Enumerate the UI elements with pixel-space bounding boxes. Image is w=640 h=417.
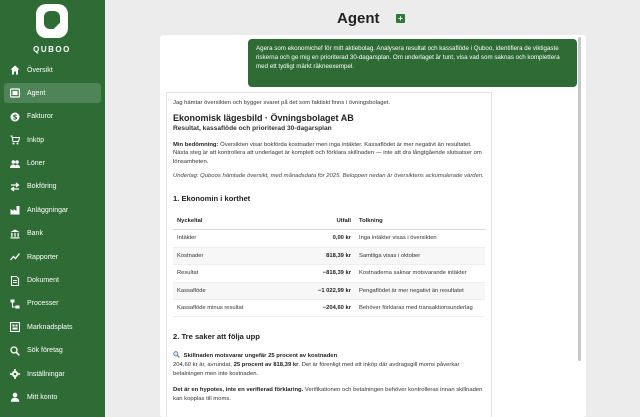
sidebar-item-label: Dokument (27, 277, 59, 285)
table-cell: Kostnader (173, 247, 291, 264)
answer-intro: Jag hämtar översikten och bygger svaret på det som faktiskt finns i övningsbolaget. (173, 100, 391, 106)
followup-emphasis: 25 procent av 818,39 kr (233, 361, 299, 368)
sidebar-item-label: Mitt konto (27, 393, 58, 401)
swap-icon (10, 182, 20, 192)
answer-subtitle: Resultat, kassaflöde och prioriterad 30-dagarsplan (173, 125, 332, 133)
sidebar-item-label: Löner (27, 160, 45, 168)
followup-text: 204,60 kr är, avrundat, (173, 361, 234, 368)
table-row (173, 230, 485, 247)
magnifier-icon (173, 351, 180, 358)
logo-icon (36, 4, 68, 38)
assessment (173, 141, 485, 167)
page-title: Agent (337, 10, 380, 27)
table-cell: Resultat (173, 265, 291, 282)
table-cell: 0,00 kr (291, 230, 355, 247)
plus-icon: + (398, 14, 403, 23)
table-cell: Kostnaderna saknar motsvarande intäkter (355, 265, 485, 282)
followup-emphasis: Det är en hypotes, inte en verifierad förklaring. (173, 387, 304, 394)
table-header-row (173, 213, 485, 230)
sidebar-item-label: Rapporter (27, 253, 59, 261)
followup-note (173, 386, 485, 403)
sidebar-item-dokument[interactable] (4, 271, 101, 291)
chat-scrollbar[interactable] (578, 37, 581, 361)
sidebar-item-rapporter[interactable] (4, 247, 101, 267)
new-chat-button[interactable] (396, 14, 405, 23)
people-icon (10, 159, 20, 169)
table-cell: Samtliga visas i oktober (355, 247, 485, 264)
quboo-logo[interactable] (22, 4, 82, 58)
sidebar-item-bank[interactable] (4, 224, 101, 244)
user-message: Agera som ekonomichef för mitt aktiebolag. Analysera resultat och kassaflöde i Quboo, identifiera de viktigaste riskerna och ge mig en prioriterad 30-dagarsplan. Om underlaget är tunt, visa vad som saknas och komplettera med ett tydligt märkt räkneexempel. (248, 39, 577, 87)
sidebar-item-marknadsplats[interactable] (4, 317, 101, 337)
home-icon (10, 65, 20, 75)
sidebar-item-installningar[interactable] (4, 364, 101, 384)
sidebar (0, 0, 105, 417)
table-cell: Kassaflöde (173, 282, 291, 299)
sidebar-item-mitt-konto[interactable] (4, 387, 101, 407)
table-row (173, 265, 485, 282)
user-icon (10, 392, 20, 402)
sidebar-item-label: Sök företag (27, 347, 63, 355)
cart-icon (10, 135, 20, 145)
logo-text: QUBOO (33, 45, 71, 54)
table-cell: 818,39 kr (291, 247, 355, 264)
followup-text: . Det är förenligt med ett inköp där avdragsgill moms påverkar betalningen men inte kostnaden. (173, 361, 460, 377)
gear-icon (10, 369, 20, 379)
table-cell: Pengaflödet är mer negativt än resultatet (355, 282, 485, 299)
table-row (173, 247, 485, 264)
sidebar-item-sok-foretag[interactable] (4, 341, 101, 361)
followup-point (173, 351, 485, 378)
sidebar-item-label: Marknadsplats (27, 323, 73, 331)
table-cell: −1 022,99 kr (291, 282, 355, 299)
sidebar-item-label: Fakturor (27, 113, 54, 121)
table-row (173, 300, 485, 317)
sidebar-item-label: Agent (27, 89, 46, 97)
sidebar-item-label: Inställningar (27, 370, 65, 378)
sidebar-nav (4, 60, 101, 411)
dollar-icon (10, 112, 20, 122)
table-cell: Kassaflöde minus resultat (173, 300, 291, 317)
search-icon (10, 346, 20, 356)
flow-icon (10, 299, 20, 309)
sidebar-item-label: Inköp (27, 136, 45, 144)
sidebar-item-oversikt[interactable] (4, 60, 101, 80)
sidebar-item-anlaggningar[interactable] (4, 200, 101, 220)
column-header: Nyckeltal (173, 213, 291, 230)
agent-answer (166, 92, 492, 417)
sidebar-item-label: Bokföring (27, 183, 57, 191)
sidebar-item-fakturor[interactable] (4, 107, 101, 127)
table-cell: −818,39 kr (291, 265, 355, 282)
svg-text:$: $ (12, 113, 18, 122)
agent-icon (10, 88, 20, 98)
assessment-label: Min bedömning: (173, 141, 219, 148)
table-cell: Inga intäkter visas i översikten (355, 230, 485, 247)
followup-title: Skillnaden motsvarar ungefär 25 procent av kostnaden (183, 353, 338, 360)
sidebar-item-inkop[interactable] (4, 130, 101, 150)
table-row (173, 282, 485, 299)
sidebar-item-label: Processer (27, 300, 59, 308)
sidebar-item-label: Anläggningar (27, 206, 69, 214)
basis-note: Underlag: Quboos hämtade översikt, med månadsdata för 2025. Beloppen nedan är översiktens ackumulerade värden. (173, 173, 484, 180)
sidebar-item-bokforing[interactable] (4, 177, 101, 197)
bank-icon (10, 229, 20, 239)
column-header: Utfall (291, 213, 355, 230)
section-heading: 2. Tre saker att följa upp (173, 332, 260, 342)
assessment-text: Översikten visar bokförda kostnader men inga intäkter. Kassaflödet är mer negativt än resultatet. Nästa steg är att kontrollera att underlaget är komplett och förklara skillnaden — inte att dra långtgående slutsatser om lönsamheten. (173, 141, 482, 165)
table-cell: Intäkter (173, 230, 291, 247)
table-cell: −204,60 kr (291, 300, 355, 317)
sidebar-item-label: Översikt (27, 66, 53, 74)
column-header: Tolkning (355, 213, 485, 230)
table-cell: Behöver förklaras med transaktionsunderlag (355, 300, 485, 317)
document-icon (10, 276, 20, 286)
key-figures-table (173, 213, 485, 317)
followup-text: Verifikationen och betalningen behöver kontrolleras innan skillnaden kan kopplas till moms. (173, 387, 483, 402)
sidebar-item-label: Bank (27, 230, 43, 238)
chart-icon (10, 252, 20, 262)
grid-icon (10, 322, 20, 332)
section-heading: 1. Ekonomin i korthet (173, 194, 251, 204)
factory-icon (10, 205, 20, 215)
answer-title: Ekonomisk lägesbild · Övningsbolaget AB (173, 112, 354, 123)
sidebar-item-processer[interactable] (4, 294, 101, 314)
sidebar-item-agent[interactable] (4, 83, 101, 103)
sidebar-item-loner[interactable] (4, 154, 101, 174)
